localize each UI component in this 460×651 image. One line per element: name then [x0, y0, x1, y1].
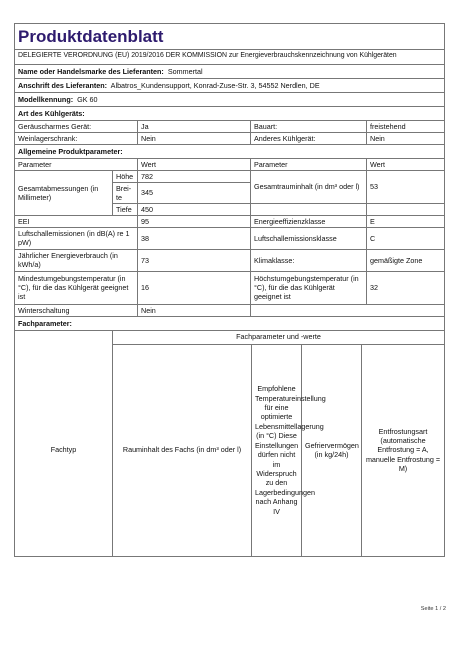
page-title: Produktdatenblatt [15, 24, 445, 50]
type-value: Ja [138, 120, 251, 132]
model-row: Modellkennung: GK 60 [15, 92, 445, 106]
fach-col-type: Fachtyp [15, 344, 113, 556]
general-section-heading: Allgemeine Produktparameter: [15, 144, 445, 158]
volume-value: 53 [367, 170, 445, 203]
type-label: Weinlagerschrank: [15, 132, 138, 144]
param-value: 32 [367, 271, 445, 304]
model-value: GK 60 [77, 94, 98, 104]
param-value: C [367, 227, 445, 249]
type-value: Nein [367, 132, 445, 144]
dimension-value: 345 [138, 182, 251, 203]
dimension-label: Tiefe [113, 203, 138, 215]
supplier-address-row: Anschrift des Lieferanten: Albatros_Kundensupport, Konrad-Zuse-Str. 3, 54552 Nerdlen, DE [15, 78, 445, 92]
column-header: Parameter [15, 158, 138, 170]
param-label: Luftschallemissionen (in dB(A) re 1 pW) [15, 227, 138, 249]
param-value: 95 [138, 215, 251, 227]
param-label: EEI [15, 215, 138, 227]
supplier-name-value: Sommertal [167, 66, 203, 76]
type-label: Geräuscharmes Gerät: [15, 120, 138, 132]
param-value: 16 [138, 271, 251, 304]
dimension-value: 782 [138, 170, 251, 182]
param-value: 73 [138, 249, 251, 271]
type-value: freistehend [367, 120, 445, 132]
dimensions-table [14, 170, 445, 331]
dimension-label: Brei-te [113, 182, 138, 203]
fach-table [14, 330, 445, 557]
fach-col-defrost: Entfrostungsart (automatische Entfrostung = A, manuelle Entfrostung = M) [362, 344, 445, 556]
fach-col-temperature: Empfohlene Temperatureinstellung für eine optimierte Lebensmittellagerung (in °C) Diese Einstellungen dürfen nicht im Widerspruch zu den Lagerbedingungen nach Anhang IV [252, 344, 302, 556]
fach-col-volume: Rauminhalt des Fachs (in dm³ oder l) [113, 344, 252, 556]
fach-col-freezing: Gefriervermögen (in kg/24h) [302, 344, 362, 556]
param-label: Mindestumgebungstemperatur (in °C), für die das Kühlgerät geeignet ist [15, 271, 138, 304]
dimension-value: 450 [138, 203, 251, 215]
supplier-address-value: Albatros_Kundensupport, Konrad-Zuse-Str. 3, 54552 Nerdlen, DE [110, 80, 320, 90]
volume-label: Gesamtrauminhalt (in dm³ oder l) [251, 170, 367, 203]
param-value: 38 [138, 227, 251, 249]
winter-value: Nein [138, 304, 251, 316]
param-label: Jährlicher Energieverbrauch (in kWh/a) [15, 249, 138, 271]
page-number: Seite 1 / 2 [420, 606, 446, 612]
winter-label: Winterschaltung [15, 304, 138, 316]
supplier-name-row: Name oder Handelsmarke des Lieferanten: Sommertal [15, 64, 445, 78]
param-value: gemäßigte Zone [367, 249, 445, 271]
dimension-label: Höhe [113, 170, 138, 182]
type-label: Anderes Kühlgerät: [251, 132, 367, 144]
column-header: Parameter [251, 158, 367, 170]
type-section-heading: Art des Kühlgeräts: [15, 106, 445, 120]
column-header: Wert [138, 158, 251, 170]
dimensions-label: Gesamtabmessungen (in Millimeter) [15, 170, 113, 215]
regulation-text: DELEGIERTE VERORDNUNG (EU) 2019/2016 DER KOMMISSION zur Energieverbrauchskennzeichnung von Kühlgeräten [15, 50, 445, 65]
datasheet-table [14, 23, 445, 171]
param-label: Klimaklasse: [251, 249, 367, 271]
param-label: Energieeffizienzklasse [251, 215, 367, 227]
param-label: Luftschallemissionsklasse [251, 227, 367, 249]
fach-group-header: Fachparameter und -werte [113, 330, 445, 344]
fach-section-heading: Fachparameter: [15, 316, 445, 330]
column-header: Wert [367, 158, 445, 170]
type-value: Nein [138, 132, 251, 144]
param-value: E [367, 215, 445, 227]
type-label: Bauart: [251, 120, 367, 132]
param-label: Höchstumgebungstemperatur (in °C), für die das Kühlgerät geeignet ist [251, 271, 367, 304]
product-datasheet [14, 23, 444, 557]
